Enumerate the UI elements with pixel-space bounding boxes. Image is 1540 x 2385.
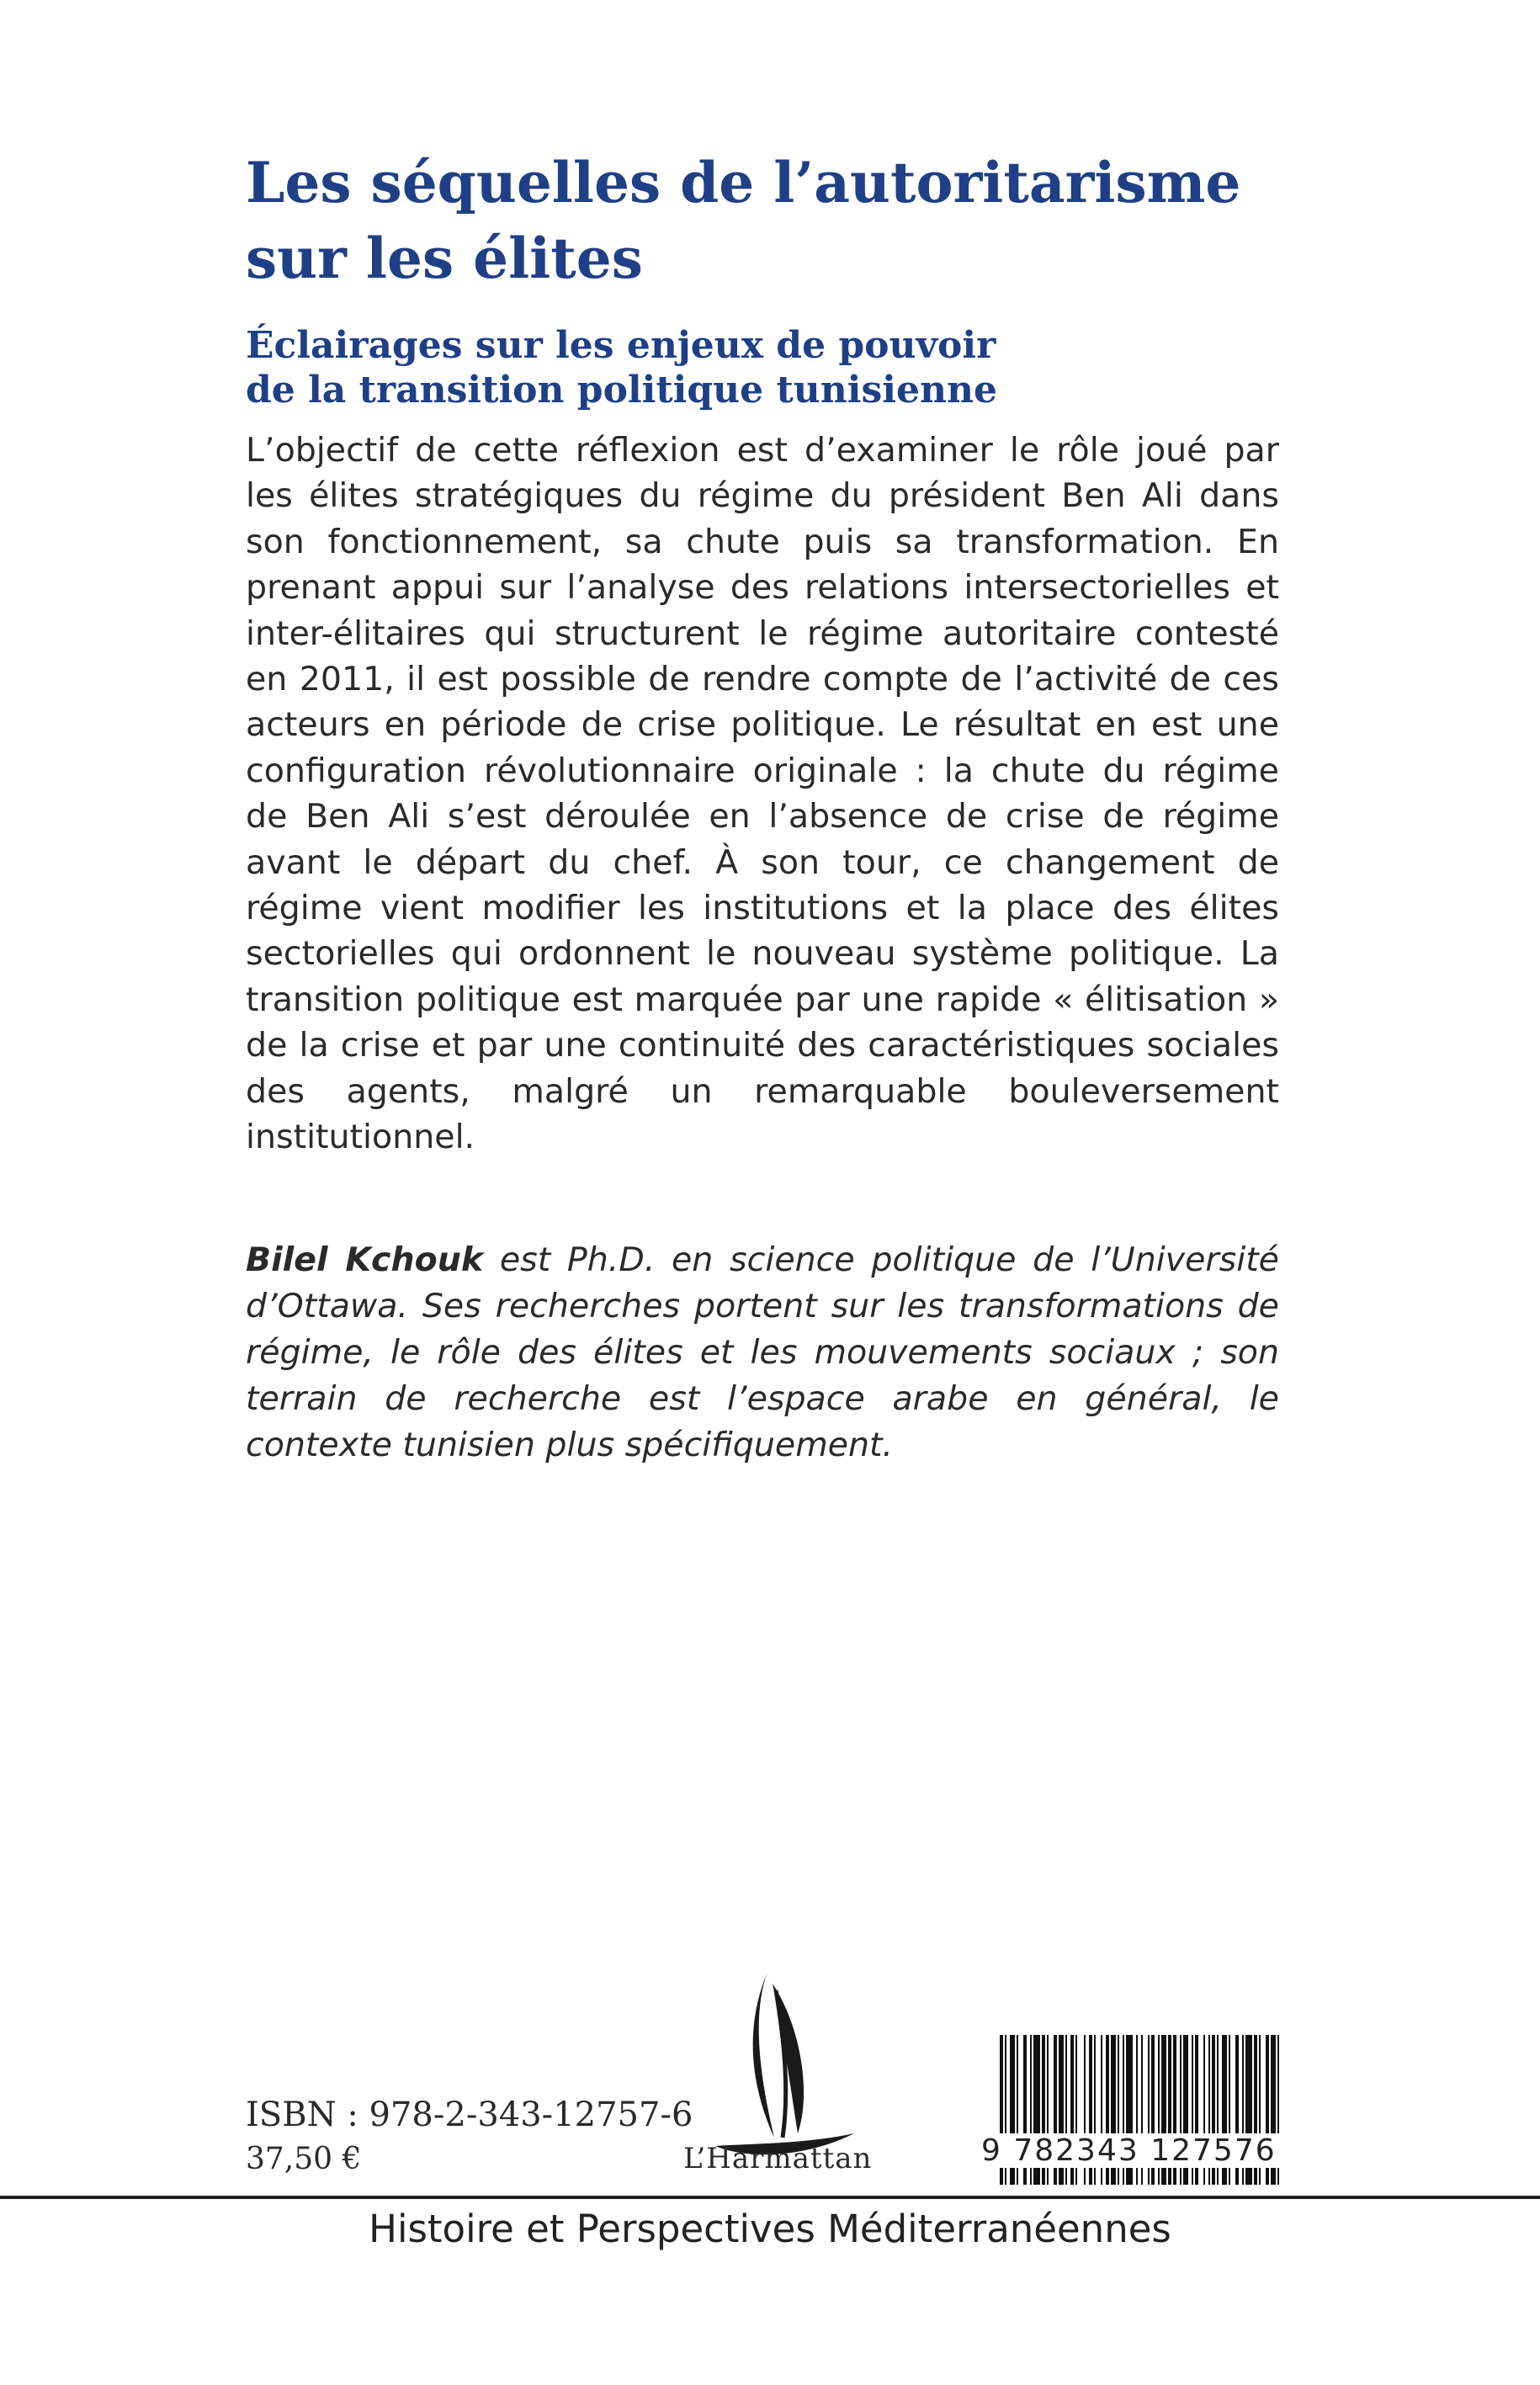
- title-line-1: Les séquelles de l’autoritarisme: [246, 150, 1241, 215]
- author-bio-text: est Ph.D. en science politique de l’Université d’Ottawa. Ses recherches portent sur les transformations de régime, le rôle des élites et les mouvements sociaux ; son terrain de recherche est l’espace arabe en général, le contexte tunisien plus spécifiquement.: [246, 1240, 1279, 1464]
- bottom-divider: [0, 2196, 1540, 2199]
- publisher-name: L’Harmattan: [683, 2142, 873, 2175]
- summary-text: L’objectif de cette réflexion est d’examiner le rôle joué par les élites stratégiques du régime du président Ben Ali dans son fonctionnement, sa chute puis sa transformation. En prenant appui sur l’analyse des relations intersectorielles et inter-élitaires qui structurent le régime autoritaire contesté en 2011, il est possible de rendre compte de l’activité de ces acteurs en période de crise politique. Le résultat en est une configuration révolutionnaire originale : la chute du régime de Ben Ali s’est déroulée en l’absence de crise de régime avant le départ du chef. À son tour, ce changement de régime vient modifier les institutions et la place des élites sectorielles qui ordonnent le nouveau système politique. La transition politique est marquée par une rapide « élitisation » de la crise et par une continuité des caractéristiques sociales des agents, malgré un remarquable bouleversement institutionnel.: [246, 431, 1279, 1157]
- author-bio: [246, 1237, 1279, 1469]
- subtitle-line-1: Éclairages sur les enjeux de pouvoir: [246, 324, 996, 367]
- isbn: ISBN : 978-2-343-12757-6: [246, 2096, 693, 2134]
- book-subtitle: [246, 323, 1340, 412]
- title-line-2: sur les élites: [246, 226, 643, 291]
- barcode-digits: 9 782343 127576: [978, 2133, 1293, 2168]
- subtitle-line-2: de la transition politique tunisienne: [246, 369, 997, 412]
- author-name: Bilel Kchouk: [246, 1240, 484, 1279]
- book-title: [246, 145, 1340, 296]
- collection-name: Histoire et Perspectives Méditerranéennes: [369, 2207, 1171, 2251]
- price: 37,50 €: [246, 2142, 362, 2176]
